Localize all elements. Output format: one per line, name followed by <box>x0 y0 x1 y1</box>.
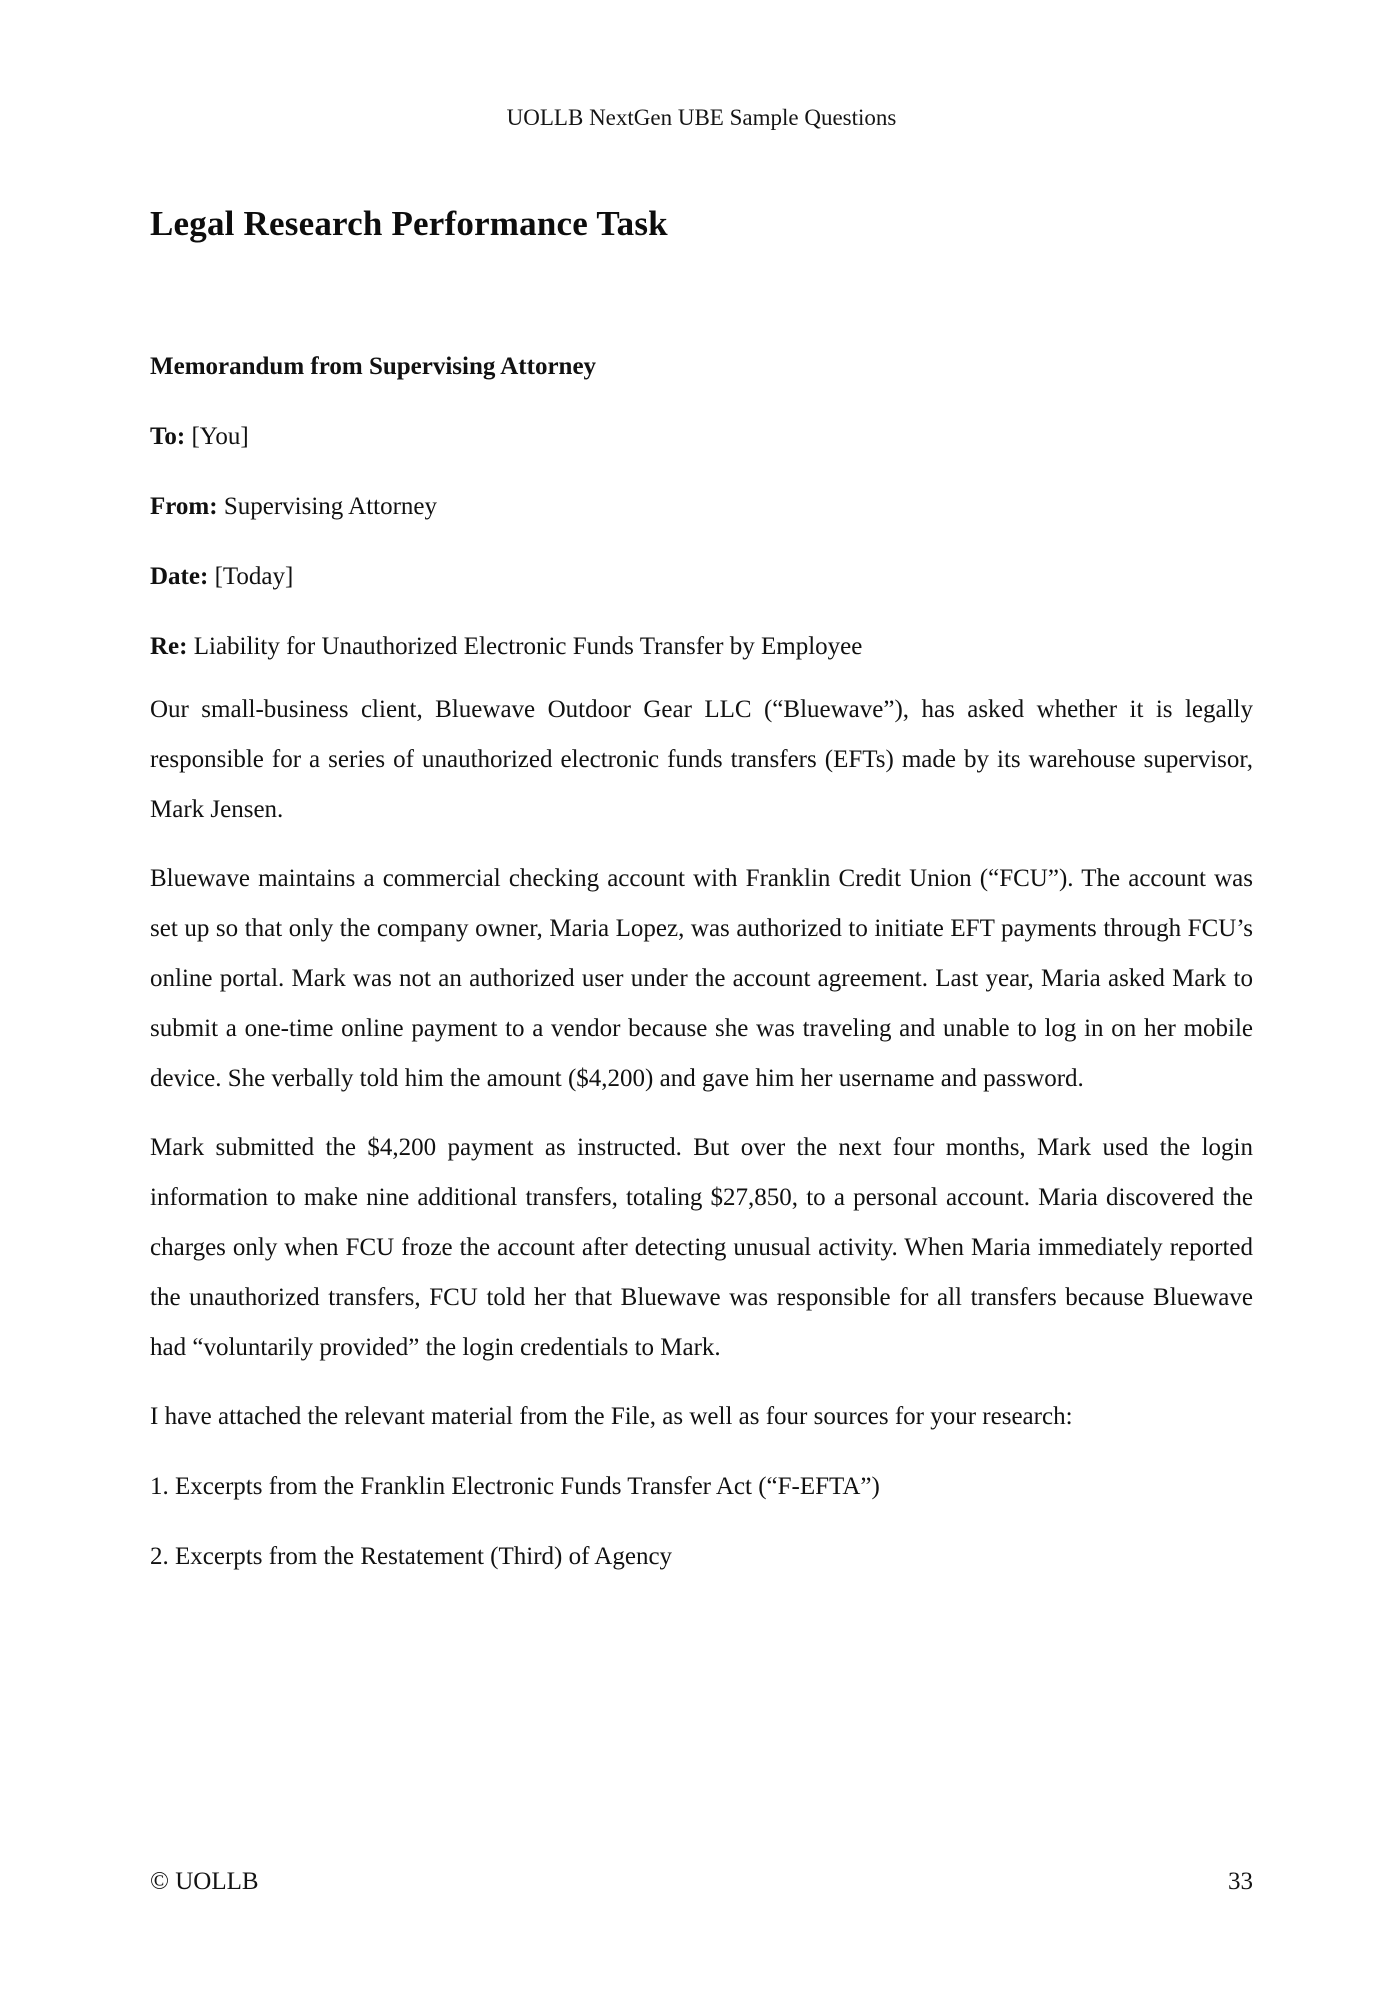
paragraph-unauthorized-transfers: Mark submitted the $4,200 payment as instructed. But over the next four months, Mark used the login information to make nine additional transfers, totaling $27,850, to a personal account. Maria discovered the charges only when FCU froze the account after detecting unusual activity. When Maria immediately reported the unauthorized transfers, FCU told her that Bluewave was responsible for all transfers because Bluewave had “voluntarily provided” the login credentials to Mark. <box>150 1134 1253 1361</box>
memo-field-from-value: Supervising Attorney <box>223 493 438 520</box>
memo-field-re-value: Liability for Unauthorized Electronic Funds Transfer by Employee <box>193 633 863 660</box>
memo-field-date <box>150 561 1253 593</box>
page-content <box>150 0 1253 1582</box>
memo-heading: Memorandum from Supervising Attorney <box>150 353 597 380</box>
memo-field-re-label: Re: <box>150 633 188 660</box>
footer-page-number: 33 <box>1228 1868 1253 1895</box>
paragraph-attached-materials: I have attached the relevant material from the File, as well as four sources for your research: <box>150 1403 1073 1430</box>
memo-field-to <box>150 421 1253 453</box>
paragraph-account-background: Bluewave maintains a commercial checking account with Franklin Credit Union (“FCU”). The account was set up so that only the company owner, Maria Lopez, was authorized to initiate EFT payments through FCU’s online portal. Mark was not an authorized user under the account agreement. Last year, Maria asked Mark to submit a one-time online payment to a vendor because she was traveling and unable to log in on her mobile device. She verbally told him the amount ($4,200) and gave him her username and password. <box>150 865 1253 1092</box>
footer-copyright: © UOLLB <box>150 1868 259 1895</box>
running-header: UOLLB NextGen UBE Sample Questions <box>506 105 897 130</box>
source-item-1: 1. Excerpts from the Franklin Electronic Funds Transfer Act (“F-EFTA”) <box>150 1473 880 1500</box>
memo-field-date-value: [Today] <box>214 563 294 590</box>
page-footer <box>150 1866 1253 1898</box>
paragraph-client-question: Our small-business client, Bluewave Outdoor Gear LLC (“Bluewave”), has asked whether it is legally responsible for a series of unauthorized electronic funds transfers (EFTs) made by its warehouse supervisor, Mark Jensen. <box>150 696 1253 823</box>
memo-field-date-label: Date: <box>150 563 209 590</box>
memo-field-from <box>150 491 1253 523</box>
memo-field-to-value: [You] <box>191 423 249 450</box>
memo-field-re <box>150 631 1253 663</box>
page-title: Legal Research Performance Task <box>150 204 668 243</box>
memo-field-to-label: To: <box>150 423 186 450</box>
memo-field-from-label: From: <box>150 493 218 520</box>
source-item-2: 2. Excerpts from the Restatement (Third) of Agency <box>150 1543 673 1570</box>
